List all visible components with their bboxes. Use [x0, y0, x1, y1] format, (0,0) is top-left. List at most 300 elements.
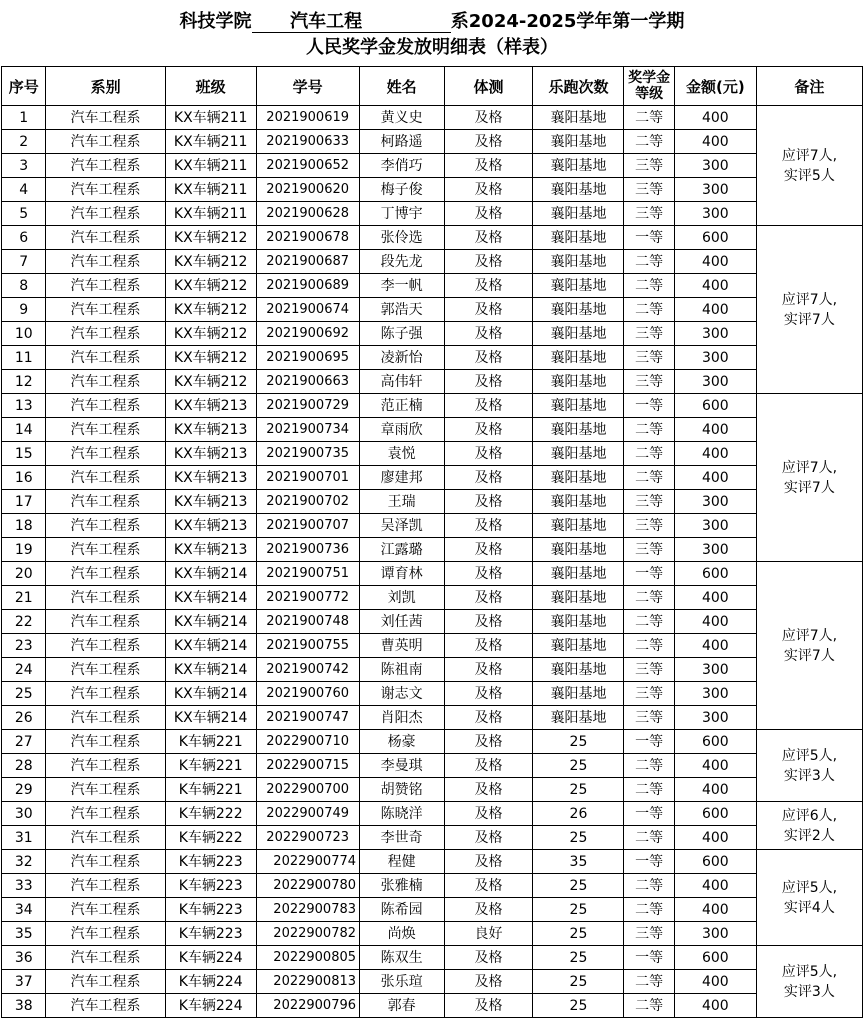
cell-sid: 2021900751: [256, 562, 359, 586]
cell-level: 二等: [624, 778, 675, 802]
table-row: [2, 250, 863, 274]
cell-class: KX车辆213: [165, 442, 256, 466]
cell-fitness: 及格: [444, 754, 533, 778]
cell-seq: 33: [2, 874, 46, 898]
note-line-2: 实评3人: [783, 983, 835, 1000]
cell-amount: 400: [674, 466, 756, 490]
cell-amount: 400: [674, 874, 756, 898]
cell-seq: 18: [2, 514, 46, 538]
table-row: [2, 178, 863, 202]
table-row: [2, 802, 863, 826]
cell-seq: 8: [2, 274, 46, 298]
cell-dept: 汽车工程系: [46, 562, 165, 586]
cell-class: KX车辆214: [165, 706, 256, 730]
cell-seq: 14: [2, 418, 46, 442]
cell-runs: 25: [533, 778, 624, 802]
note-line-1: 应评7人,: [781, 627, 838, 644]
cell-seq: 21: [2, 586, 46, 610]
cell-seq: 12: [2, 370, 46, 394]
cell-sid: 2021900689: [256, 274, 359, 298]
cell-seq: 22: [2, 610, 46, 634]
cell-sid: 2021900678: [256, 226, 359, 250]
cell-dept: 汽车工程系: [46, 370, 165, 394]
cell-name: 李俏巧: [359, 154, 444, 178]
cell-amount: 300: [674, 346, 756, 370]
cell-amount: 400: [674, 994, 756, 1018]
cell-name: 段先龙: [359, 250, 444, 274]
header-class: 班级: [165, 67, 256, 106]
cell-sid: 2021900692: [256, 322, 359, 346]
cell-name: 刘凯: [359, 586, 444, 610]
cell-level: 二等: [624, 994, 675, 1018]
cell-seq: 28: [2, 754, 46, 778]
cell-name: 杨豪: [359, 730, 444, 754]
cell-name: 陈双生: [359, 946, 444, 970]
cell-sid: 2021900772: [256, 586, 359, 610]
cell-name: 廖建邦: [359, 466, 444, 490]
cell-runs: 25: [533, 994, 624, 1018]
cell-level: 三等: [624, 490, 675, 514]
cell-runs: 襄阳基地: [533, 610, 624, 634]
cell-sid: 2022900780: [256, 874, 359, 898]
cell-runs: 襄阳基地: [533, 562, 624, 586]
note-line-1: 应评7人,: [781, 147, 838, 164]
cell-fitness: 及格: [444, 514, 533, 538]
cell-dept: 汽车工程系: [46, 994, 165, 1018]
cell-level: 二等: [624, 634, 675, 658]
cell-name: 张乐瑄: [359, 970, 444, 994]
cell-seq: 19: [2, 538, 46, 562]
cell-dept: 汽车工程系: [46, 298, 165, 322]
cell-name: 谢志文: [359, 682, 444, 706]
cell-dept: 汽车工程系: [46, 826, 165, 850]
cell-level: 三等: [624, 370, 675, 394]
cell-level: 三等: [624, 706, 675, 730]
cell-amount: 300: [674, 682, 756, 706]
cell-dept: 汽车工程系: [46, 682, 165, 706]
note-line-1: 应评5人,: [781, 747, 838, 764]
cell-runs: 襄阳基地: [533, 178, 624, 202]
note-line-2: 实评7人: [783, 479, 835, 496]
cell-level: 三等: [624, 682, 675, 706]
cell-seq: 37: [2, 970, 46, 994]
cell-class: K车辆222: [165, 802, 256, 826]
cell-fitness: 及格: [444, 418, 533, 442]
cell-class: KX车辆211: [165, 154, 256, 178]
cell-amount: 600: [674, 730, 756, 754]
cell-level: 三等: [624, 538, 675, 562]
cell-amount: 600: [674, 226, 756, 250]
cell-dept: 汽车工程系: [46, 586, 165, 610]
cell-amount: 300: [674, 322, 756, 346]
cell-dept: 汽车工程系: [46, 274, 165, 298]
cell-dept: 汽车工程系: [46, 778, 165, 802]
cell-dept: 汽车工程系: [46, 802, 165, 826]
cell-class: KX车辆213: [165, 466, 256, 490]
table-row: [2, 130, 863, 154]
table-row: [2, 322, 863, 346]
cell-sid: 2022900710: [256, 730, 359, 754]
cell-name: 袁悦: [359, 442, 444, 466]
cell-runs: 襄阳基地: [533, 154, 624, 178]
cell-level: 二等: [624, 586, 675, 610]
cell-level: 二等: [624, 418, 675, 442]
cell-class: KX车辆212: [165, 370, 256, 394]
cell-fitness: 及格: [444, 106, 533, 130]
cell-seq: 3: [2, 154, 46, 178]
cell-class: KX车辆214: [165, 634, 256, 658]
table-row: [2, 922, 863, 946]
cell-amount: 300: [674, 658, 756, 682]
cell-level: 二等: [624, 754, 675, 778]
table-row: [2, 514, 863, 538]
cell-amount: 300: [674, 706, 756, 730]
cell-seq: 24: [2, 658, 46, 682]
cell-sid: 2021900620: [256, 178, 359, 202]
cell-level: 一等: [624, 802, 675, 826]
cell-note: [756, 226, 862, 394]
cell-dept: 汽车工程系: [46, 754, 165, 778]
table-row: [2, 826, 863, 850]
cell-amount: 400: [674, 634, 756, 658]
cell-sid: 2021900735: [256, 442, 359, 466]
cell-fitness: 及格: [444, 322, 533, 346]
cell-runs: 25: [533, 946, 624, 970]
cell-sid: 2021900736: [256, 538, 359, 562]
note-line-2: 实评4人: [783, 899, 835, 916]
cell-amount: 300: [674, 922, 756, 946]
cell-dept: 汽车工程系: [46, 202, 165, 226]
cell-runs: 25: [533, 970, 624, 994]
cell-dept: 汽车工程系: [46, 250, 165, 274]
cell-class: K车辆224: [165, 970, 256, 994]
cell-name: 丁博宇: [359, 202, 444, 226]
cell-amount: 400: [674, 970, 756, 994]
cell-fitness: 及格: [444, 130, 533, 154]
table-row: [2, 994, 863, 1018]
cell-class: KX车辆214: [165, 658, 256, 682]
cell-class: K车辆223: [165, 922, 256, 946]
cell-seq: 17: [2, 490, 46, 514]
cell-runs: 25: [533, 898, 624, 922]
cell-note: [756, 946, 862, 1018]
cell-amount: 400: [674, 106, 756, 130]
cell-class: K车辆223: [165, 850, 256, 874]
title-school: 科技学院: [179, 11, 252, 32]
cell-name: 陈晓洋: [359, 802, 444, 826]
cell-amount: 300: [674, 514, 756, 538]
cell-dept: 汽车工程系: [46, 346, 165, 370]
cell-note: [756, 802, 862, 850]
cell-seq: 32: [2, 850, 46, 874]
cell-fitness: 及格: [444, 706, 533, 730]
table-row: [2, 298, 863, 322]
cell-name: 谭育林: [359, 562, 444, 586]
cell-class: KX车辆214: [165, 610, 256, 634]
cell-name: 黄义史: [359, 106, 444, 130]
cell-level: 二等: [624, 610, 675, 634]
cell-name: 程健: [359, 850, 444, 874]
cell-runs: 襄阳基地: [533, 226, 624, 250]
cell-level: 三等: [624, 922, 675, 946]
cell-dept: 汽车工程系: [46, 898, 165, 922]
table-row: [2, 538, 863, 562]
cell-seq: 6: [2, 226, 46, 250]
cell-sid: 2021900687: [256, 250, 359, 274]
cell-seq: 30: [2, 802, 46, 826]
cell-dept: 汽车工程系: [46, 970, 165, 994]
cell-runs: 襄阳基地: [533, 418, 624, 442]
cell-sid: 2021900633: [256, 130, 359, 154]
cell-level: 二等: [624, 898, 675, 922]
cell-fitness: 及格: [444, 250, 533, 274]
table-row: [2, 370, 863, 394]
cell-amount: 300: [674, 154, 756, 178]
cell-name: 张雅楠: [359, 874, 444, 898]
cell-sid: 2021900652: [256, 154, 359, 178]
cell-amount: 300: [674, 202, 756, 226]
cell-amount: 300: [674, 538, 756, 562]
cell-fitness: 及格: [444, 202, 533, 226]
cell-runs: 襄阳基地: [533, 130, 624, 154]
table-row: [2, 778, 863, 802]
cell-amount: 300: [674, 490, 756, 514]
cell-dept: 汽车工程系: [46, 394, 165, 418]
cell-fitness: 及格: [444, 394, 533, 418]
cell-level: 一等: [624, 946, 675, 970]
cell-amount: 400: [674, 274, 756, 298]
cell-class: K车辆223: [165, 898, 256, 922]
cell-level: 二等: [624, 970, 675, 994]
cell-fitness: 及格: [444, 802, 533, 826]
cell-runs: 35: [533, 850, 624, 874]
cell-sid: 2022900796: [256, 994, 359, 1018]
cell-dept: 汽车工程系: [46, 610, 165, 634]
cell-runs: 襄阳基地: [533, 682, 624, 706]
cell-sid: 2021900663: [256, 370, 359, 394]
cell-class: KX车辆211: [165, 130, 256, 154]
cell-dept: 汽车工程系: [46, 874, 165, 898]
cell-fitness: 及格: [444, 274, 533, 298]
cell-level: 二等: [624, 298, 675, 322]
cell-fitness: 及格: [444, 682, 533, 706]
cell-sid: 2022900715: [256, 754, 359, 778]
cell-dept: 汽车工程系: [46, 538, 165, 562]
cell-seq: 26: [2, 706, 46, 730]
cell-name: 江露璐: [359, 538, 444, 562]
cell-sid: 2022900783: [256, 898, 359, 922]
cell-name: 李世奇: [359, 826, 444, 850]
table-row: [2, 346, 863, 370]
header-seq: 序号: [2, 67, 46, 106]
cell-dept: 汽车工程系: [46, 514, 165, 538]
cell-dept: 汽车工程系: [46, 658, 165, 682]
cell-class: K车辆221: [165, 778, 256, 802]
cell-sid: 2021900747: [256, 706, 359, 730]
note-line-1: 应评7人,: [781, 459, 838, 476]
table-row: [2, 466, 863, 490]
cell-dept: 汽车工程系: [46, 490, 165, 514]
table-row: [2, 394, 863, 418]
cell-level: 二等: [624, 130, 675, 154]
cell-sid: 2021900707: [256, 514, 359, 538]
cell-level: 一等: [624, 730, 675, 754]
cell-seq: 1: [2, 106, 46, 130]
cell-dept: 汽车工程系: [46, 418, 165, 442]
cell-level: 三等: [624, 514, 675, 538]
cell-runs: 襄阳基地: [533, 514, 624, 538]
cell-amount: 400: [674, 298, 756, 322]
cell-class: KX车辆212: [165, 226, 256, 250]
cell-class: KX车辆212: [165, 298, 256, 322]
cell-name: 柯路遥: [359, 130, 444, 154]
note-line-2: 实评5人: [783, 167, 835, 184]
header-row: [2, 67, 863, 106]
header-sid: 学号: [256, 67, 359, 106]
cell-seq: 36: [2, 946, 46, 970]
cell-name: 曹英明: [359, 634, 444, 658]
cell-amount: 400: [674, 778, 756, 802]
cell-fitness: 及格: [444, 634, 533, 658]
cell-seq: 2: [2, 130, 46, 154]
cell-runs: 25: [533, 826, 624, 850]
cell-name: 陈子强: [359, 322, 444, 346]
cell-runs: 26: [533, 802, 624, 826]
cell-level: 二等: [624, 442, 675, 466]
cell-fitness: 及格: [444, 538, 533, 562]
cell-runs: 25: [533, 754, 624, 778]
table-row: [2, 706, 863, 730]
cell-amount: 600: [674, 802, 756, 826]
cell-sid: 2022900723: [256, 826, 359, 850]
cell-dept: 汽车工程系: [46, 442, 165, 466]
title-line-1: [0, 10, 864, 34]
cell-fitness: 及格: [444, 850, 533, 874]
cell-seq: 25: [2, 682, 46, 706]
table-row: [2, 682, 863, 706]
cell-dept: 汽车工程系: [46, 634, 165, 658]
note-line-1: 应评5人,: [781, 963, 838, 980]
cell-class: KX车辆214: [165, 586, 256, 610]
cell-class: K车辆222: [165, 826, 256, 850]
cell-level: 三等: [624, 178, 675, 202]
cell-name: 肖阳杰: [359, 706, 444, 730]
cell-level: 一等: [624, 394, 675, 418]
cell-runs: 襄阳基地: [533, 538, 624, 562]
cell-amount: 600: [674, 394, 756, 418]
cell-runs: 襄阳基地: [533, 466, 624, 490]
note-line-1: 应评6人,: [781, 807, 838, 824]
table-row: [2, 418, 863, 442]
cell-amount: 400: [674, 610, 756, 634]
cell-class: KX车辆212: [165, 346, 256, 370]
cell-seq: 9: [2, 298, 46, 322]
cell-level: 二等: [624, 466, 675, 490]
cell-dept: 汽车工程系: [46, 922, 165, 946]
cell-class: KX车辆213: [165, 394, 256, 418]
cell-dept: 汽车工程系: [46, 466, 165, 490]
table-row: [2, 754, 863, 778]
cell-amount: 600: [674, 850, 756, 874]
table-row: [2, 562, 863, 586]
cell-amount: 400: [674, 586, 756, 610]
note-line-2: 实评7人: [783, 647, 835, 664]
cell-name: 张伶选: [359, 226, 444, 250]
cell-fitness: 及格: [444, 178, 533, 202]
cell-seq: 20: [2, 562, 46, 586]
title-block: [0, 0, 864, 66]
cell-name: 陈希园: [359, 898, 444, 922]
cell-sid: 2021900674: [256, 298, 359, 322]
cell-level: 一等: [624, 562, 675, 586]
table-row: [2, 154, 863, 178]
title-dept-underlined: [252, 12, 451, 33]
table-row: [2, 658, 863, 682]
header-dept: 系别: [46, 67, 165, 106]
cell-name: 陈祖南: [359, 658, 444, 682]
cell-fitness: 及格: [444, 562, 533, 586]
cell-level: 二等: [624, 874, 675, 898]
cell-sid: 2022900749: [256, 802, 359, 826]
cell-runs: 25: [533, 730, 624, 754]
cell-class: K车辆224: [165, 946, 256, 970]
cell-runs: 襄阳基地: [533, 634, 624, 658]
table-row: [2, 946, 863, 970]
cell-class: KX车辆212: [165, 322, 256, 346]
cell-amount: 400: [674, 250, 756, 274]
cell-runs: 襄阳基地: [533, 706, 624, 730]
table-row: [2, 106, 863, 130]
cell-seq: 4: [2, 178, 46, 202]
cell-seq: 35: [2, 922, 46, 946]
cell-class: K车辆221: [165, 754, 256, 778]
cell-class: KX车辆213: [165, 490, 256, 514]
cell-fitness: 及格: [444, 154, 533, 178]
cell-amount: 300: [674, 178, 756, 202]
cell-sid: 2022900700: [256, 778, 359, 802]
cell-level: 二等: [624, 106, 675, 130]
cell-seq: 29: [2, 778, 46, 802]
cell-fitness: 及格: [444, 442, 533, 466]
cell-class: KX车辆213: [165, 538, 256, 562]
cell-runs: 襄阳基地: [533, 322, 624, 346]
table-row: [2, 226, 863, 250]
cell-amount: 600: [674, 562, 756, 586]
cell-sid: 2021900734: [256, 418, 359, 442]
cell-class: KX车辆214: [165, 682, 256, 706]
cell-seq: 31: [2, 826, 46, 850]
cell-level: 二等: [624, 826, 675, 850]
cell-class: KX车辆213: [165, 418, 256, 442]
cell-sid: 2021900760: [256, 682, 359, 706]
cell-fitness: 及格: [444, 994, 533, 1018]
cell-dept: 汽车工程系: [46, 106, 165, 130]
cell-fitness: 及格: [444, 466, 533, 490]
cell-name: 范正楠: [359, 394, 444, 418]
header-name: 姓名: [359, 67, 444, 106]
cell-sid: 2021900619: [256, 106, 359, 130]
cell-amount: 400: [674, 130, 756, 154]
note-line-2: 实评2人: [783, 827, 835, 844]
table-row: [2, 586, 863, 610]
cell-dept: 汽车工程系: [46, 322, 165, 346]
table-row: [2, 874, 863, 898]
cell-name: 李曼琪: [359, 754, 444, 778]
cell-name: 郭浩天: [359, 298, 444, 322]
cell-seq: 16: [2, 466, 46, 490]
cell-sid: 2021900701: [256, 466, 359, 490]
cell-runs: 襄阳基地: [533, 490, 624, 514]
